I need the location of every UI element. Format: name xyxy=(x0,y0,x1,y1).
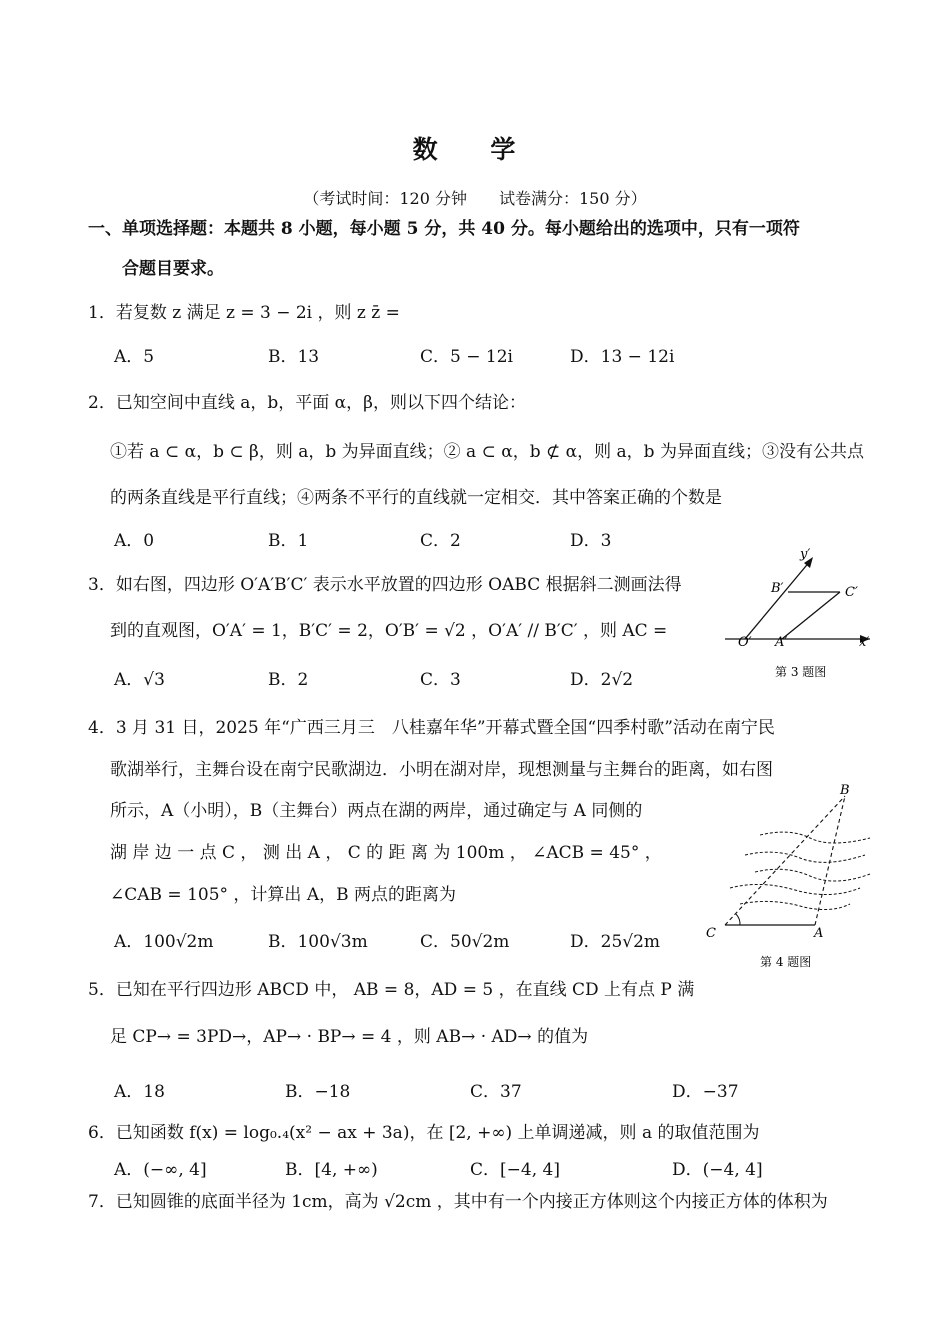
question-7-stem: 7．已知圆锥的底面半径为 1cm，高为 √2cm ，其中有一个内接正方体则这个内接正方体的体积为 xyxy=(88,1192,828,1212)
question-4-line-4: 湖 岸 边 一 点 C ， 测 出 A ， C 的 距 离 为 100m ， ∠ACB = 45° ， xyxy=(110,843,662,863)
figure-4-lake-diagram xyxy=(700,780,880,980)
question-6-stem: 6．已知函数 f(x) = log₀.₄(x² − ax + 3a)，在 [2, +∞) 上单调递减，则 a 的取值范围为 xyxy=(88,1123,760,1143)
water-wave xyxy=(745,852,865,862)
question-2-line-2: ①若 a ⊂ α，b ⊂ β，则 a，b 为异面直线；② a ⊂ α，b ⊄ α，则 a，b 为异面直线；③没有公共点 xyxy=(110,442,864,462)
q5-option-d: D．−37 xyxy=(672,1082,739,1102)
question-4-line-3: 所示，A（小明），B（主舞台）两点在湖的两岸，通过确定与 A 同侧的 xyxy=(110,801,643,821)
segment-c-a xyxy=(782,592,840,639)
question-2-stem: 2．已知空间中直线 a，b，平面 α，β，则以下四个结论： xyxy=(88,393,526,413)
q6-option-a: A．(−∞, 4] xyxy=(114,1160,207,1180)
question-3-line-2: 到的直观图，O′A′ = 1，B′C′ = 2，O′B′ = √2 ，O′A′ // B′C′ ，则 AC = xyxy=(110,621,668,641)
question-4-line-1: 4．3 月 31 日，2025 年“广西三月三 八桂嘉年华”开幕式暨全国“四季村歌”活动在南宁民 xyxy=(88,718,775,738)
figure-4-caption: 第 4 题图 xyxy=(760,955,812,969)
label-x: x′ xyxy=(859,635,870,650)
figure-3-oblique-diagram xyxy=(720,540,880,690)
q5-option-c: C．37 xyxy=(470,1082,522,1102)
q4-option-a: A．100√2m xyxy=(114,932,214,952)
label-b: B xyxy=(840,783,850,798)
q4-option-b: B．100√3m xyxy=(268,932,368,952)
q3-option-a: A．√3 xyxy=(114,670,165,690)
water-wave xyxy=(740,901,850,909)
q5-option-a: A．18 xyxy=(114,1082,165,1102)
q2-option-a: A．0 xyxy=(114,531,155,551)
question-2-line-3: 的两条直线是平行直线；④两条不平行的直线就一定相交．其中答案正确的个数是 xyxy=(110,488,722,508)
q6-option-b: B．[4, +∞) xyxy=(285,1160,378,1180)
q6-option-c: C．[−4, 4] xyxy=(470,1160,560,1180)
section-heading-cont: 合题目要求。 xyxy=(122,259,224,279)
angle-c-arc xyxy=(736,914,740,925)
label-a: A′ xyxy=(775,635,788,650)
q2-option-c: C．2 xyxy=(420,531,461,551)
q1-option-a: A．5 xyxy=(114,347,155,367)
q4-option-d: D．25√2m xyxy=(570,932,661,952)
page-title: 数 学 xyxy=(412,135,538,164)
label-o: O′ xyxy=(738,635,752,650)
question-3-stem: 3．如右图，四边形 O′A′B′C′ 表示水平放置的四边形 OABC 根据斜二测画法得 xyxy=(88,575,682,595)
question-4-line-5: ∠CAB = 105° ，计算出 A，B 两点的距离为 xyxy=(110,885,457,905)
segment-a-b xyxy=(815,796,845,925)
q1-option-b: B．13 xyxy=(268,347,320,367)
water-wave xyxy=(760,832,870,843)
water-wave xyxy=(755,869,870,881)
q3-option-d: D．2√2 xyxy=(570,670,634,690)
q3-option-c: C．3 xyxy=(420,670,461,690)
q4-option-c: C．50√2m xyxy=(420,932,510,952)
water-wave xyxy=(730,884,860,894)
question-4-line-2: 歌湖举行，主舞台设在南宁民歌湖边．小明在湖对岸，现想测量与主舞台的距离，如右图 xyxy=(110,760,773,780)
question-1-stem: 1．若复数 z 满足 z = 3 − 2i ，则 z z̄ = xyxy=(88,303,400,323)
label-c: C xyxy=(706,926,716,941)
y-axis xyxy=(745,560,811,639)
question-5-line-1: 5．已知在平行四边形 ABCD 中， AB = 8，AD = 5 ，在直线 CD 上有点 P 满 xyxy=(88,980,695,1000)
q2-option-d: D．3 xyxy=(570,531,612,551)
figure-3-caption: 第 3 题图 xyxy=(775,665,827,679)
q5-option-b: B．−18 xyxy=(285,1082,351,1102)
question-5-line-2: 足 CP→ = 3PD→，AP→ · BP→ = 4 ，则 AB→ · AD→ 的值为 xyxy=(110,1027,589,1047)
q1-option-d: D．13 − 12i xyxy=(570,347,675,367)
q3-option-b: B．2 xyxy=(268,670,309,690)
segment-c-b xyxy=(725,796,845,925)
label-c: C′ xyxy=(845,585,858,600)
q6-option-d: D．(−4, 4] xyxy=(672,1160,763,1180)
q2-option-b: B．1 xyxy=(268,531,309,551)
label-a: A xyxy=(814,926,824,941)
section-heading: 一、单项选择题：本题共 8 小题，每小题 5 分，共 40 分。每小题给出的选项中，只有一项符 xyxy=(88,219,800,239)
exam-info: （考试时间：120 分钟 试卷满分：150 分） xyxy=(303,189,647,208)
label-b: B′ xyxy=(771,581,784,596)
label-y: y′ xyxy=(800,547,811,562)
q1-option-c: C．5 − 12i xyxy=(420,347,513,367)
